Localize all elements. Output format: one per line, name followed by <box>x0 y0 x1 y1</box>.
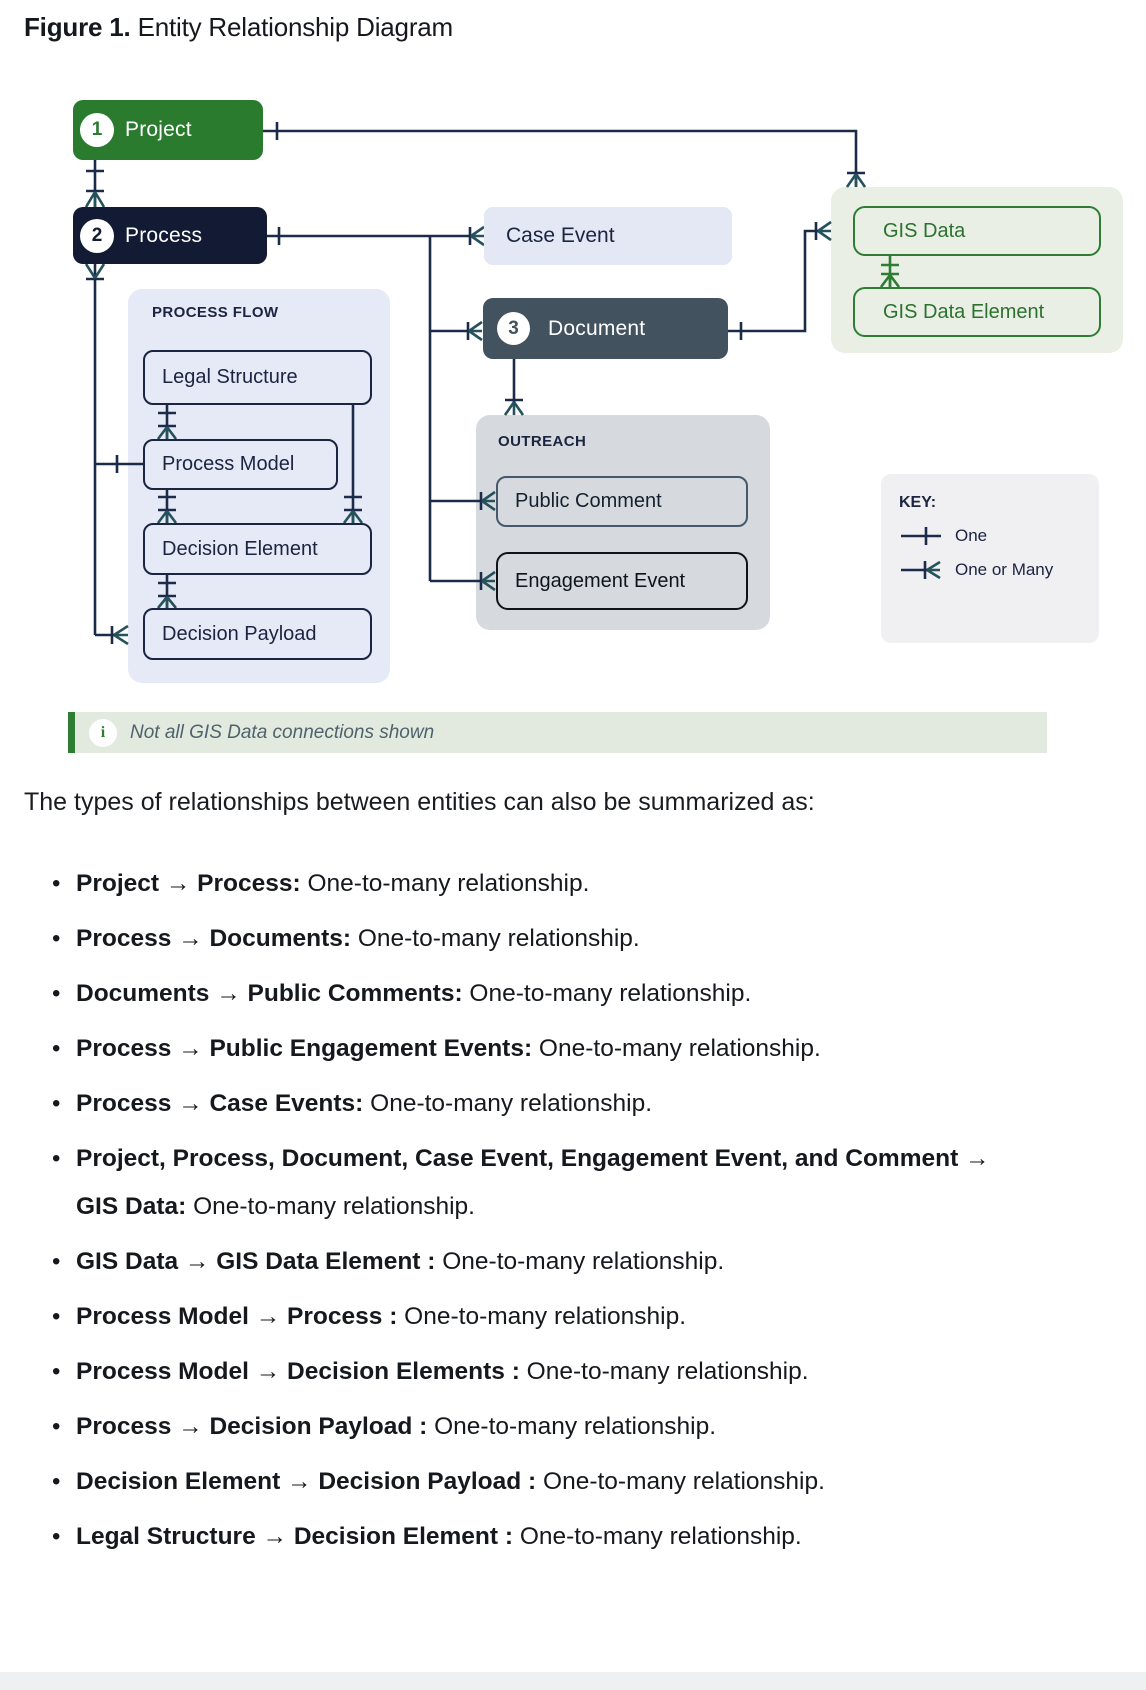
entity-engagement-event: Engagement Event <box>496 552 748 610</box>
document-number-badge: 3 <box>497 312 530 345</box>
list-item: • Legal Structure → Decision Element : One-to-many relationship. <box>24 1513 1024 1561</box>
entity-process-model: Process Model <box>143 439 338 490</box>
entity-public-comment: Public Comment <box>496 476 748 527</box>
project-number-badge: 1 <box>80 113 114 147</box>
process-flow-header: PROCESS FLOW <box>152 304 279 321</box>
entity-gis-data-element: GIS Data Element <box>853 287 1101 337</box>
figure-title-text: Entity Relationship Diagram <box>130 12 453 42</box>
note-text: Not all GIS Data connections shown <box>130 721 435 743</box>
entity-legal-structure: Legal Structure <box>143 350 372 405</box>
project-label: Project <box>125 118 192 141</box>
list-item: • Documents → Public Comments: One-to-many relationship. <box>24 970 1024 1018</box>
document-label: Document <box>548 316 646 340</box>
entity-case-event: Case Event <box>484 207 732 265</box>
key-one-label: One <box>955 526 988 545</box>
list-item: • GIS Data → GIS Data Element : One-to-many relationship. <box>24 1238 1024 1286</box>
process-label: Process <box>125 223 203 247</box>
list-item: • Process → Public Engagement Events: One-to-many relationship. <box>24 1025 1024 1073</box>
key-many-label: One or Many <box>955 560 1054 579</box>
relationships-list <box>24 860 1024 1568</box>
list-item: • Project → Process: One-to-many relationship. <box>24 860 1024 908</box>
entity-decision-element: Decision Element <box>143 523 372 575</box>
list-item: • Process → Documents: One-to-many relationship. <box>24 915 1024 963</box>
erd-diagram <box>0 0 1146 770</box>
list-item: • Process → Decision Payload : One-to-many relationship. <box>24 1403 1024 1451</box>
entity-gis-data: GIS Data <box>853 206 1101 256</box>
key-header: KEY: <box>899 494 937 511</box>
list-item: • Project, Process, Document, Case Event, Engagement Event, and Comment → GIS Data: One-to-many relationship. <box>24 1135 1024 1231</box>
list-item: • Process Model → Process : One-to-many relationship. <box>24 1293 1024 1341</box>
list-item: • Decision Element → Decision Payload : One-to-many relationship. <box>24 1458 1024 1506</box>
list-item: • Process → Case Events: One-to-many relationship. <box>24 1080 1024 1128</box>
entity-decision-payload: Decision Payload <box>143 608 372 660</box>
outreach-header: OUTREACH <box>498 433 587 450</box>
relationships-intro: The types of relationships between entities can also be summarized as: <box>24 788 815 816</box>
process-number-badge: 2 <box>80 219 114 253</box>
entity-document <box>483 298 728 359</box>
bottom-strip <box>0 1672 1146 1690</box>
entity-process <box>73 207 267 264</box>
info-icon: i <box>89 719 117 747</box>
figure-title-number: Figure 1. <box>24 12 131 42</box>
entity-project <box>73 100 263 160</box>
list-item: • Process Model → Decision Elements : One-to-many relationship. <box>24 1348 1024 1396</box>
note-banner <box>68 712 1047 753</box>
